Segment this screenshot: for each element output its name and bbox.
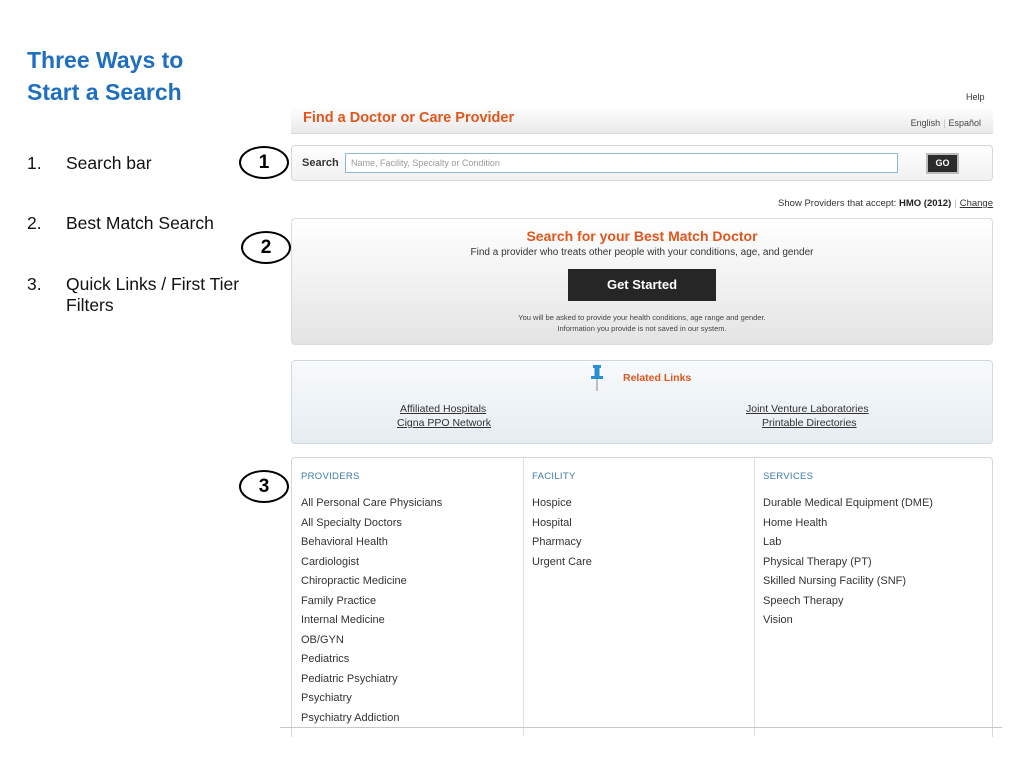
facility-link[interactable]: Hospital (532, 516, 572, 529)
service-link[interactable]: Physical Therapy (PT) (763, 555, 872, 568)
printable-directories-link[interactable]: Printable Directories (762, 417, 857, 429)
related-links-panel (291, 360, 993, 444)
plan-filter-label: Show Providers that accept: (778, 198, 897, 209)
go-button[interactable]: GO (926, 153, 959, 174)
provider-link[interactable]: Psychiatry Addiction (301, 711, 400, 724)
provider-link[interactable]: All Specialty Doctors (301, 516, 402, 529)
quick-links-panel (291, 457, 993, 737)
provider-link[interactable]: Family Practice (301, 594, 377, 607)
facility-column (523, 458, 755, 736)
list-text-line-2: Filters (66, 295, 114, 315)
joint-venture-laboratories-link[interactable]: Joint Venture Laboratories (746, 403, 869, 415)
service-link[interactable]: Vision (763, 614, 793, 626)
list-number: 1. (27, 153, 42, 173)
page-title: Find a Doctor or Care Provider (303, 110, 515, 126)
callout-2: 2 (241, 231, 291, 264)
providers-list (301, 494, 442, 728)
provider-link[interactable]: All Personal Care Physicians (301, 497, 443, 509)
list-number: 3. (27, 274, 42, 294)
lang-espanol-link[interactable]: Español (948, 118, 981, 128)
slide-title (27, 44, 267, 108)
lang-divider: | (943, 118, 946, 128)
best-match-note: Information you provide is not saved in our system. (557, 324, 727, 333)
plan-filter-value: HMO (2012) (898, 198, 952, 209)
related-links-title: Related Links (623, 372, 692, 384)
facility-list (532, 494, 592, 572)
change-plan-link[interactable]: Change (959, 198, 993, 209)
providers-column (292, 458, 524, 736)
search-input[interactable] (345, 153, 898, 173)
service-link[interactable]: Durable Medical Equipment (DME) (763, 497, 933, 509)
slide-title-line-2: Start a Search (27, 79, 182, 105)
slide-list-item (27, 213, 214, 234)
provider-link[interactable]: OB/GYN (301, 633, 344, 646)
facility-link[interactable]: Hospice (532, 497, 572, 509)
list-text-line-1: Quick Links / First Tier (66, 274, 240, 294)
language-switcher (911, 118, 981, 128)
facility-link[interactable]: Pharmacy (532, 536, 582, 548)
list-text: Best Match Search (66, 213, 214, 233)
plan-filter (778, 198, 993, 209)
header-bar (291, 106, 993, 134)
lang-english-link[interactable]: English (910, 118, 941, 128)
list-number: 2. (27, 213, 42, 233)
best-match-note: You will be asked to provide your health conditions, age range and gender. (518, 313, 766, 322)
search-bar (291, 145, 993, 181)
provider-link[interactable]: Behavioral Health (301, 536, 388, 548)
best-match-subtitle: Find a provider who treats other people with your conditions, age, and gender (470, 247, 814, 258)
affiliated-hospitals-link[interactable]: Affiliated Hospitals (400, 403, 487, 415)
callout-1: 1 (239, 146, 289, 179)
services-list (763, 494, 933, 631)
facility-link[interactable]: Urgent Care (532, 555, 592, 568)
provider-link[interactable]: Pediatric Psychiatry (301, 672, 398, 685)
provider-link[interactable]: Cardiologist (301, 555, 360, 568)
services-column (754, 458, 992, 736)
list-text: Search bar (66, 153, 152, 173)
help-link[interactable]: Help (966, 92, 985, 102)
service-link[interactable]: Lab (763, 536, 782, 548)
slide-list-item (27, 153, 152, 174)
plan-filter-divider: | (954, 198, 957, 209)
pushpin-icon (589, 364, 605, 392)
services-heading: SERVICES (763, 471, 814, 482)
provider-link[interactable]: Chiropractic Medicine (301, 575, 407, 587)
service-link[interactable]: Home Health (763, 516, 828, 529)
facility-heading: FACILITY (532, 471, 576, 482)
callout-3: 3 (239, 470, 289, 503)
service-link[interactable]: Skilled Nursing Facility (SNF) (763, 575, 907, 587)
providers-heading: PROVIDERS (301, 471, 360, 482)
cigna-ppo-network-link[interactable]: Cigna PPO Network (397, 417, 491, 429)
provider-link[interactable]: Psychiatry (301, 692, 352, 704)
divider-line (280, 727, 1002, 728)
best-match-panel (291, 218, 993, 345)
best-match-title: Search for your Best Match Doctor (526, 228, 758, 244)
search-label: Search (302, 157, 339, 169)
list-text (66, 274, 239, 316)
provider-link[interactable]: Pediatrics (301, 653, 350, 665)
service-link[interactable]: Speech Therapy (763, 594, 844, 607)
provider-link[interactable]: Internal Medicine (301, 614, 385, 626)
get-started-button[interactable]: Get Started (568, 269, 716, 301)
slide-title-line-1: Three Ways to (27, 47, 184, 73)
slide-list-item (27, 274, 239, 316)
